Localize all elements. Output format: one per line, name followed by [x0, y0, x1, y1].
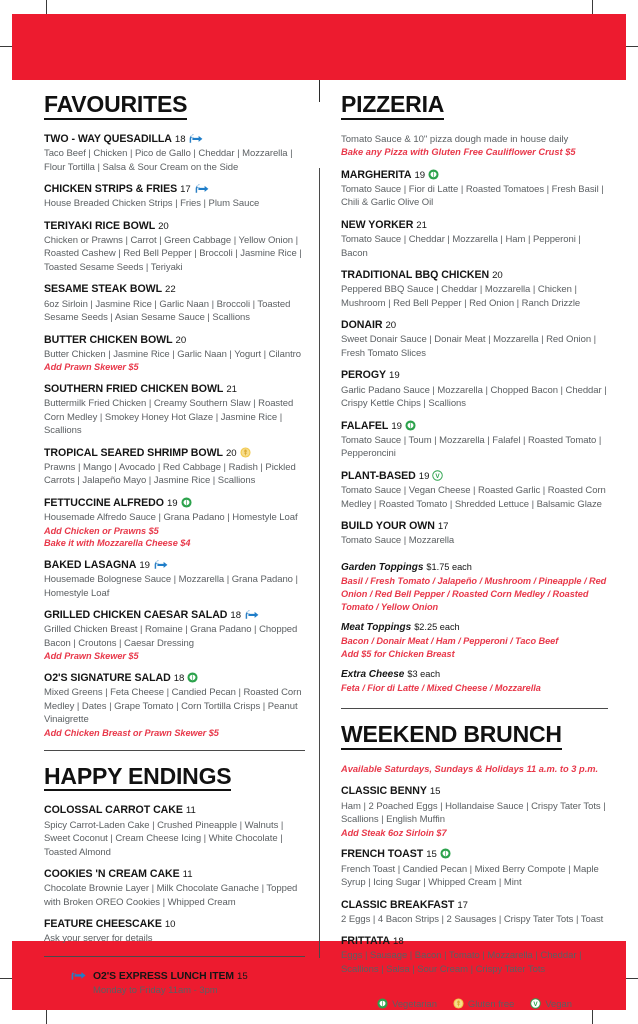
menu-item-name: FRITTATA 18: [341, 935, 404, 948]
toppings-group-price: $1.75 each: [426, 561, 472, 572]
menu-item: [44, 220, 305, 275]
dietary-legend: [341, 998, 608, 1009]
vegetarian-icon: [428, 169, 439, 180]
menu-item: [44, 559, 305, 600]
menu-item-name: NEW YORKER 21: [341, 218, 427, 231]
menu-item-price: 18: [174, 133, 186, 145]
menu-item-description: French Toast | Candied Pecan | Mixed Berry Compote | Maple Syrup | Icing Sugar | Whipped Cream | Mint: [341, 863, 599, 889]
menu-item-description: Tomato Sauce | Toum | Mozzarella | Falafel | Roasted Tomato | Pepperoncini: [341, 434, 602, 460]
express-lunch-arrow-icon: [70, 970, 86, 981]
menu-item-price: 19: [139, 560, 150, 572]
menu-item-price: 17: [437, 521, 449, 533]
gluten-free-icon: [453, 998, 464, 1009]
legend-label: Vegan: [545, 998, 572, 1010]
menu-item-description: Chocolate Brownie Layer | Milk Chocolate Ganache | Topped with Broken OREO Cookies | Whipped Cream: [44, 883, 298, 908]
menu-item-addon-note: Add Prawn Skewer $5: [44, 362, 139, 373]
legend-entry: [377, 998, 437, 1009]
express-lunch-arrow-icon: [188, 134, 203, 144]
menu-item-description: Taco Beef | Chicken | Pico de Gallo | Cheddar | Mozzarella | Flour Tortilla | Salsa & Sour Cream on the Side: [44, 148, 293, 173]
menu-item: [341, 369, 608, 410]
menu-item-name: BUTTER CHICKEN BOWL 20: [44, 333, 187, 346]
weekend-brunch-section: [341, 722, 608, 759]
menu-item-description: Tomato Sauce | Fior di Latte | Roasted Tomatoes | Fresh Basil | Chili & Garlic Olive Oil: [341, 183, 604, 209]
menu-item-description: Sweet Donair Sauce | Donair Meat | Mozzarella | Red Onion | Fresh Tomato Slices: [341, 334, 597, 359]
pizzeria-toppings-list: [341, 557, 608, 695]
menu-item: [341, 420, 608, 461]
vegetarian-icon: [187, 672, 198, 683]
menu-item: [44, 447, 305, 488]
menu-item-name: O2'S SIGNATURE SALAD 18: [44, 672, 305, 685]
menu-item-description: Spicy Carrot-Laden Cake | Crushed Pineapple | Walnuts | Sweet Coconut | Cream Cheese Icing | White Chocolate | Toasted Almond: [44, 819, 284, 858]
menu-item-price: 19: [389, 370, 400, 382]
menu-item-description: Butter Chicken | Jasmine Rice | Garlic Naan | Yogurt | Cilantro: [44, 348, 302, 360]
menu-item: [44, 133, 305, 174]
menu-item-description: 2 Eggs | 4 Bacon Strips | 2 Sausages | Crispy Tater Tots | Toast: [341, 913, 604, 925]
legend-entry: [453, 998, 514, 1009]
express-lunch-arrow-icon: [244, 610, 259, 620]
menu-item-name: FALAFEL 19: [341, 420, 608, 433]
menu-item: [341, 935, 608, 976]
menu-item-addon-note: Add Chicken or Prawns $5: [44, 525, 159, 536]
happy-endings-section: [44, 764, 305, 801]
menu-item-name: CLASSIC BREAKFAST 17: [341, 898, 468, 911]
menu-item-name: BUILD YOUR OWN 17: [341, 520, 449, 533]
toppings-group-title: Meat Toppings: [341, 621, 412, 633]
menu-item-name: SOUTHERN FRIED CHICKEN BOWL 21: [44, 383, 237, 396]
menu-item-price: 21: [226, 384, 237, 396]
vegetarian-icon: [377, 998, 388, 1009]
vegan-icon: [530, 998, 541, 1009]
menu-item-description: Peppered BBQ Sauce | Cheddar | Mozzarella | Chicken | Mushroom | Red Bell Pepper | Red Onion | Ranch Drizzle: [341, 284, 581, 309]
section-separator: [44, 750, 305, 751]
menu-item-price: 20: [158, 220, 169, 232]
menu-item-addon-note: Add Steak 6oz Sirloin $7: [341, 827, 447, 838]
toppings-group: [341, 617, 608, 661]
menu-item-description: Tomato Sauce | Mozzarella: [341, 535, 455, 547]
weekend-brunch-item-list: [341, 785, 608, 976]
toppings-group-title: Extra Cheese: [341, 669, 405, 681]
menu-item-description: House Breaded Chicken Strips | Fries | Plum Sauce: [44, 198, 260, 210]
menu-item: [44, 804, 305, 859]
menu-item-price: 22: [165, 284, 176, 296]
toppings-group: [341, 664, 608, 695]
menu-item-price: 10: [164, 919, 176, 931]
vegetarian-icon: [440, 848, 451, 859]
express-lunch-arrow-icon: [153, 560, 168, 570]
menu-item-name: TRADITIONAL BBQ CHICKEN 20: [341, 269, 503, 281]
menu-item-name: CHICKEN STRIPS & FRIES 17: [44, 183, 305, 196]
menu-item: [341, 269, 608, 310]
menu-item-description: Eggs | Sausage | Bacon | Tomato | Mozzarella | Cheddar | Scallions | Salsa | Sour Cream | Crispy Tater Tots: [341, 950, 582, 975]
crop-mark: [46, 1008, 47, 1024]
menu-item-addon-note: Add Chicken Breast or Prawn Skewer $5: [44, 727, 219, 738]
menu-item-name: MARGHERITA 19: [341, 169, 608, 182]
menu-item-name: PLANT-BASED 19 V: [341, 470, 608, 483]
menu-item-name: DONAIR 20: [341, 319, 397, 332]
menu-item-price: 19: [414, 169, 426, 181]
menu-item-name: FETTUCCINE ALFREDO 19: [44, 497, 305, 510]
menu-item-name: COLOSSAL CARROT CAKE 11: [44, 804, 196, 817]
toppings-group-title: Garden Toppings: [341, 561, 424, 573]
menu-item-description: Housemade Alfredo Sauce | Grana Padano | Homestyle Loaf: [44, 512, 298, 524]
menu-item-price: 19: [166, 497, 178, 509]
menu-item: [341, 319, 608, 360]
express-lunch-callout: [44, 970, 305, 997]
menu-sheet: [12, 80, 626, 1010]
menu-item-price: 19: [418, 470, 430, 482]
favourites-heading: FAVOURITES: [44, 92, 187, 120]
toppings-options: Bacon / Donair Meat / Ham / Pepperoni / Taco Beef: [341, 635, 559, 646]
menu-item-description: Housemade Bolognese Sauce | Mozzarella | Grana Padano | Homestyle Loaf: [44, 574, 298, 599]
toppings-group-price: $3 each: [407, 669, 441, 680]
menu-item-description: Ham | 2 Poached Eggs | Hollandaise Sauce | Crispy Tater Tots | Scallions | English Muffin: [341, 800, 606, 826]
right-column: [319, 80, 626, 1010]
menu-item-name: GRILLED CHICKEN CAESAR SALAD 18: [44, 609, 305, 622]
left-column: [12, 80, 319, 996]
menu-item: [341, 848, 608, 889]
express-lunch-hours: Monday to Friday 11am - 3pm: [93, 984, 218, 996]
menu-item-price: 19: [391, 420, 402, 432]
top-red-banner: [12, 14, 626, 80]
menu-item: [341, 169, 608, 210]
pizzeria-section: [341, 92, 608, 129]
menu-item-price: 21: [416, 219, 427, 231]
toppings-group: [341, 557, 608, 614]
menu-item: [341, 785, 608, 839]
menu-item-price: 17: [457, 899, 468, 911]
menu-item: [44, 283, 305, 324]
weekend-brunch-availability: Available Saturdays, Sundays & Holidays 11 a.m. to 3 p.m.: [341, 763, 599, 774]
toppings-extra-note: Add $5 for Chicken Breast: [341, 648, 455, 659]
vegetarian-icon: [405, 420, 416, 431]
svg-text:V: V: [435, 472, 440, 480]
happy-endings-item-list: [44, 804, 305, 946]
menu-item-description: Garlic Padano Sauce | Mozzarella | Chopped Bacon | Cheddar | Crispy Kettle Chips | Scallions: [341, 384, 607, 410]
menu-item-description: Grilled Chicken Breast | Romaine | Grana Padano | Chopped Bacon | Croutons | Caesar Dressing: [44, 624, 298, 649]
menu-item-description: 6oz Sirloin | Jasmine Rice | Garlic Naan | Broccoli | Toasted Sesame Seeds | Asian Sesame Sauce | Scallions: [44, 298, 291, 324]
svg-text:V: V: [533, 1001, 538, 1009]
menu-item-price: 20: [385, 320, 397, 332]
menu-item-name: BAKED LASAGNA 19: [44, 559, 305, 572]
favourites-item-list: [44, 133, 305, 740]
menu-item-price: 18: [173, 673, 185, 685]
menu-item-price: 20: [175, 334, 187, 346]
menu-item-description: Mixed Greens | Feta Cheese | Candied Pecan | Roasted Corn Medley | Dates | Grape Tomato | Corn Tortilla Crisps | Peanut Vinaigrette: [44, 687, 302, 726]
menu-item-name: TERIYAKI RICE BOWL 20: [44, 219, 169, 232]
menu-item-addon-note: Bake it with Mozzarella Cheese $4: [44, 538, 191, 549]
menu-item-price: 11: [185, 805, 196, 817]
legend-label: Gluten free: [467, 998, 515, 1010]
express-lunch-name: O2'S EXPRESS LUNCH ITEM 15: [93, 970, 248, 982]
vegan-icon: [432, 470, 443, 481]
menu-item-name: FEATURE CHEESCAKE 10: [44, 918, 176, 931]
gluten-free-icon: [240, 447, 251, 458]
pizzeria-intro-note: Bake any Pizza with Gluten Free Cauliflower Crust $5: [341, 147, 576, 158]
menu-item-name: CLASSIC BENNY 15: [341, 785, 441, 798]
menu-item: [341, 520, 608, 548]
legend-entry: [530, 998, 572, 1009]
menu-item-price: 15: [426, 849, 437, 861]
pizzeria-heading: PIZZERIA: [341, 92, 444, 120]
menu-item-price: 15: [429, 786, 441, 798]
menu-item-name: TWO - WAY QUESADILLA 18: [44, 133, 305, 146]
menu-item: [44, 672, 305, 739]
pizzeria-intro: Tomato Sauce & 10" pizza dough made in house daily: [341, 133, 569, 145]
pizzeria-item-list: [341, 169, 608, 548]
menu-item-price: 18: [230, 610, 241, 622]
section-separator: [341, 708, 608, 709]
menu-item-name: PEROGY 19: [341, 369, 400, 382]
toppings-options: Basil / Fresh Tomato / Jalapeño / Mushroom / Pineapple / Red Onion / Red Bell Pepper / Roasted Corn Medley / Roasted Tomato / Yellow Onion: [341, 575, 607, 612]
menu-item-price: 18: [393, 936, 404, 948]
menu-item: [44, 383, 305, 438]
menu-item-name: COOKIES 'N CREAM CAKE 11: [44, 868, 193, 881]
menu-item: [341, 219, 608, 260]
menu-item-description: Tomato Sauce | Cheddar | Mozzarella | Ham | Pepperoni | Bacon: [341, 234, 581, 259]
menu-item-name: SESAME STEAK BOWL 22: [44, 283, 176, 296]
menu-item: [44, 918, 305, 946]
menu-item: [44, 334, 305, 374]
menu-item-description: Buttermilk Fried Chicken | Creamy Southern Slaw | Roasted Corn Medley | Smokey Honey Hot Glaze | Jasmine Rice | Scallions: [44, 398, 294, 437]
weekend-brunch-heading: WEEKEND BRUNCH: [341, 722, 562, 750]
menu-item: [44, 868, 305, 909]
menu-item-name: TROPICAL SEARED SHRIMP BOWL 20: [44, 447, 305, 460]
express-lunch-arrow-icon: [194, 184, 209, 194]
toppings-group-price: $2.25 each: [414, 621, 460, 632]
menu-item: [341, 899, 608, 927]
vegetarian-icon: [181, 497, 192, 508]
menu-item-description: Tomato Sauce | Vegan Cheese | Roasted Garlic | Roasted Corn Medley | Roasted Tomato | Shredded Lettuce | Balsamic Glaze: [341, 485, 606, 510]
menu-item-description: Chicken or Prawns | Carrot | Green Cabbage | Yellow Onion | Roasted Cashew | Red Bell Pepper | Broccoli | Jasmine Rice | Toasted Sesame Seeds | Teriyaki: [44, 234, 302, 273]
legend-label: Vegetarian: [392, 998, 437, 1010]
menu-item: [44, 609, 305, 663]
menu-item-name: FRENCH TOAST 15: [341, 848, 608, 861]
menu-item: [44, 497, 305, 550]
menu-item-price: 11: [182, 869, 193, 881]
section-separator: [44, 956, 305, 957]
menu-item-price: 20: [225, 447, 237, 459]
menu-item: [44, 183, 305, 211]
menu-item-description: Prawns | Mango | Avocado | Red Cabbage | Radish | Pickled Carrots | Jalapeño Mayo | Jasmine Rice | Scallions: [44, 461, 296, 487]
crop-mark: [592, 1008, 593, 1024]
happy-endings-heading: HAPPY ENDINGS: [44, 764, 231, 792]
favourites-section: [44, 92, 305, 129]
menu-item-addon-note: Add Prawn Skewer $5: [44, 651, 139, 662]
toppings-options: Feta / Fior di Latte / Mixed Cheese / Mozzarella: [341, 683, 541, 694]
menu-item-description: Ask your server for details: [44, 933, 153, 945]
menu-item-price: 17: [180, 184, 191, 196]
menu-item: [341, 470, 608, 511]
menu-item-price: 20: [492, 270, 503, 281]
